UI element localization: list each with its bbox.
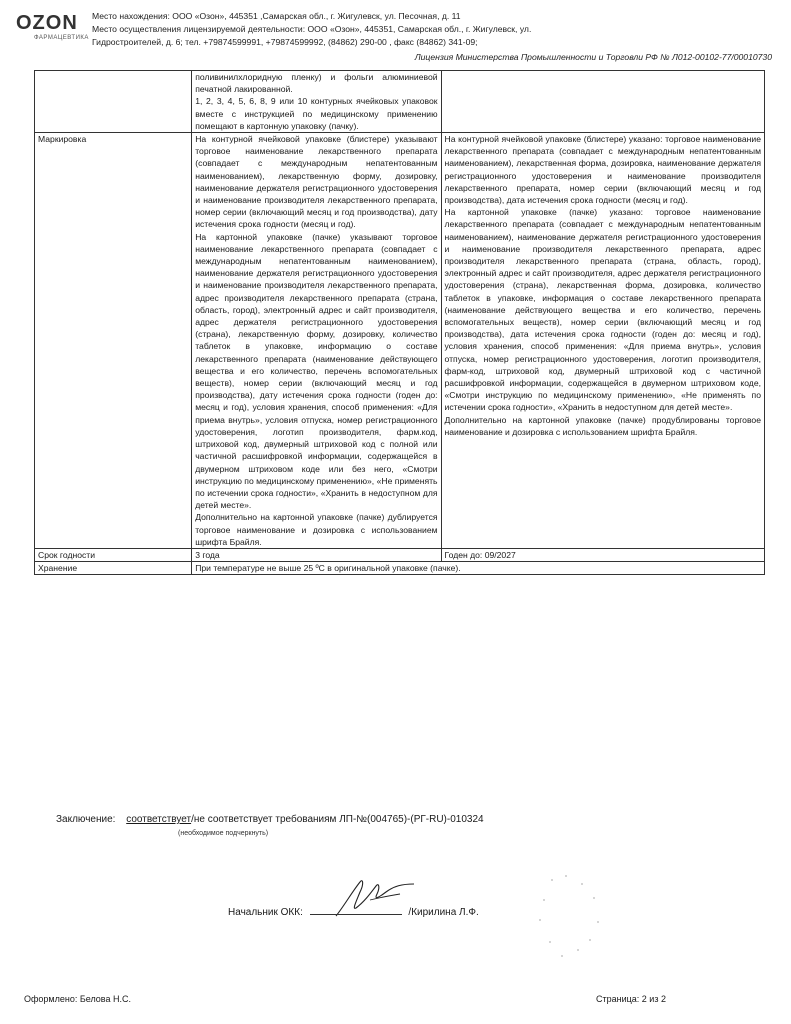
packaging-text-1: поливинилхлоридную пленку) и фольги алюминиевой печатной лакированной.: [195, 72, 438, 95]
logo-text: OZON: [16, 12, 78, 34]
activity-address-line: Место осуществления лицензируемой деятельности: ООО «Озон», 445351, Самарская обл., г. Жигулевск, ул.: [92, 24, 532, 35]
company-logo: [16, 12, 96, 62]
faint-stamp-marks: [532, 870, 612, 960]
row-label-empty: [35, 71, 192, 133]
conclusion-label: Заключение:: [56, 814, 116, 825]
row-label-marking: Маркировка: [35, 133, 192, 549]
address-line: Место нахождения: ООО «Озон», 445351 ,Самарская обл., г. Жигулевск, ул. Песочная, д. 11: [92, 11, 461, 21]
packaging-result-cell: [441, 71, 764, 133]
packaging-text-2: 1, 2, 3, 4, 5, 6, 8, 9 или 10 контурных ячейковых упаковок вместе с инструкцией по медицинскому применению помещают в картонную упаковку (пачку).: [195, 96, 438, 131]
signature-line: [228, 904, 479, 918]
letterhead: [10, 8, 780, 70]
company-details: [92, 10, 772, 64]
marking-spec-blister: На контурной ячейковой упаковке (блистере) указывают торговое наименование лекарственного препарата (совпадает с международным непатентованным наименованием), лекарственную форму, дозировку, наименование держателя регистрационного удостоверения и наименование производителя лекарственного препарата, номер серии (включающий месяц и год производства), дату истечения срока годности (месяц и год).: [195, 134, 438, 230]
marking-result-cell: [441, 133, 764, 549]
table-row-packaging-continued: [35, 71, 765, 133]
logo-subtitle: ФАРМАЦЕВТИКА: [34, 35, 89, 41]
table-row-storage: [35, 562, 765, 575]
table-row-shelf-life: [35, 548, 765, 561]
license-line: Лицензия Министерства Промышленности и Торговли РФ № Л012-00102-77/00010730: [414, 51, 772, 62]
packaging-spec-cell: [192, 71, 441, 133]
conclusion-rest: /не соответствует требованиям ЛП-№(004765)-(РГ-RU)-010324: [191, 814, 484, 825]
conclusion-complies: соответствует: [126, 814, 192, 825]
storage-cell: При температуре не выше 25 ºС в оригинальной упаковке (пачке).: [192, 562, 765, 575]
marking-result-blister: На контурной ячейковой упаковке (блистере) указано: торговое наименование лекарственного препарата (совпадает с международным непатентованным наименованием), лекарственная форма, дозировка, наименование держателя регистрационного удостоверения и наименование производителя лекарственного препарата, номер серии (включающий месяц и год производства), дата истечения срока годности (месяц и год).: [444, 134, 761, 206]
prepared-by: Оформлено: Белова Н.С.: [24, 994, 131, 1004]
marking-spec-carton: На картонной упаковке (пачке) указывают торговое наименование лекарственного препарата (совпадает с международным непатентованным наименованием), наименование держателя регистрационного удостоверения и наименование производителя лекарственного препарата, адрес производителя лекарственного препарата (страна, область, город), электронный адрес и сайт производителя, адрес держателя регистрационного удостоверения (страна), лекарственную форму, дозировку, количество таблеток в упаковке, информацию о составе лекарственного препарата (наименование действующего вещества и его количество, перечень вспомогательных веществ), номер серии (включающий месяц и год производства), дату истечения срока годности (годен до: месяц и год), условия хранения, способ применения: «Для приема внутрь», условия отпуска, номер регистрационного удостоверения, логотип производителя, фарм.код, штриховой код, двумерный штриховой код с полной или частичной расшифровкой информации, содержащейся в двумерном штриховом коде или без него, «Смотри инструкцию по медицинскому применению», «Не применять по истечении срока годности», «Хранить в недоступном для детей месте».: [195, 231, 438, 511]
page-number: Страница: 2 из 2: [596, 994, 666, 1004]
row-label-storage: Хранение: [35, 562, 192, 575]
specification-table-wrap: [34, 70, 765, 575]
row-label-shelf-life: Срок годности: [35, 548, 192, 561]
conclusion: [56, 814, 484, 825]
contacts-line: Гидростроителей, д. 6; тел. +79874599991, +79874599992, (84862) 290-00 , факс (84862) 341-09;: [92, 37, 478, 48]
marking-spec-braille: Дополнительно на картонной упаковке (пачке) дублируется торговое наименование и дозировка с использованием шрифта Брайля.: [195, 512, 438, 547]
signatory-name: /Кирилина Л.Ф.: [408, 907, 479, 918]
conclusion-note: (необходимое подчеркнуть): [178, 830, 269, 837]
marking-result-carton: На картонной упаковке (пачке) указано: торговое наименование лекарственного препарата (совпадает с международным непатентованным наименованием), наименование держателя регистрационного удостоверения и наименование производителя лекарственного препарата, адрес производителя лекарственного препарата (страна, область, город), электронный адрес и сайт производителя, адрес держателя регистрационного удостоверения (страна), лекарственная форма, дозировка, количество таблеток в упаковке, информация о составе лекарственного препарата (наименование действующего вещества и его количество, перечень вспомогательных веществ), номер серии (включающий месяц и год производства), дата истечения срока годности (годен до: месяц и год), условия хранения, способ применения: «Для приема внутрь», условия отпуска, номер регистрационного удостоверения, логотип производителя, фарм-код, штриховой код, двумерный штриховой код с частичной расшифровкой информации, содержащейся в двумерном штриховом коде, «Смотри инструкцию по медицинскому применению», «Не применять по истечении срока годности», «Хранить в недоступном для детей месте».: [444, 207, 761, 413]
shelf-life-spec-cell: 3 года: [192, 548, 441, 561]
table-row-marking: [35, 133, 765, 549]
signature-title: Начальник ОКК:: [228, 907, 303, 918]
marking-result-braille: Дополнительно на картонной упаковке (пачке) продублированы торговое наименование и дозировка с использованием шрифта Брайля.: [444, 414, 761, 437]
specification-table: [34, 70, 765, 575]
signature-underline: [310, 904, 402, 915]
marking-spec-cell: [192, 133, 441, 549]
shelf-life-result-cell: Годен до: 09/2027: [441, 548, 764, 561]
